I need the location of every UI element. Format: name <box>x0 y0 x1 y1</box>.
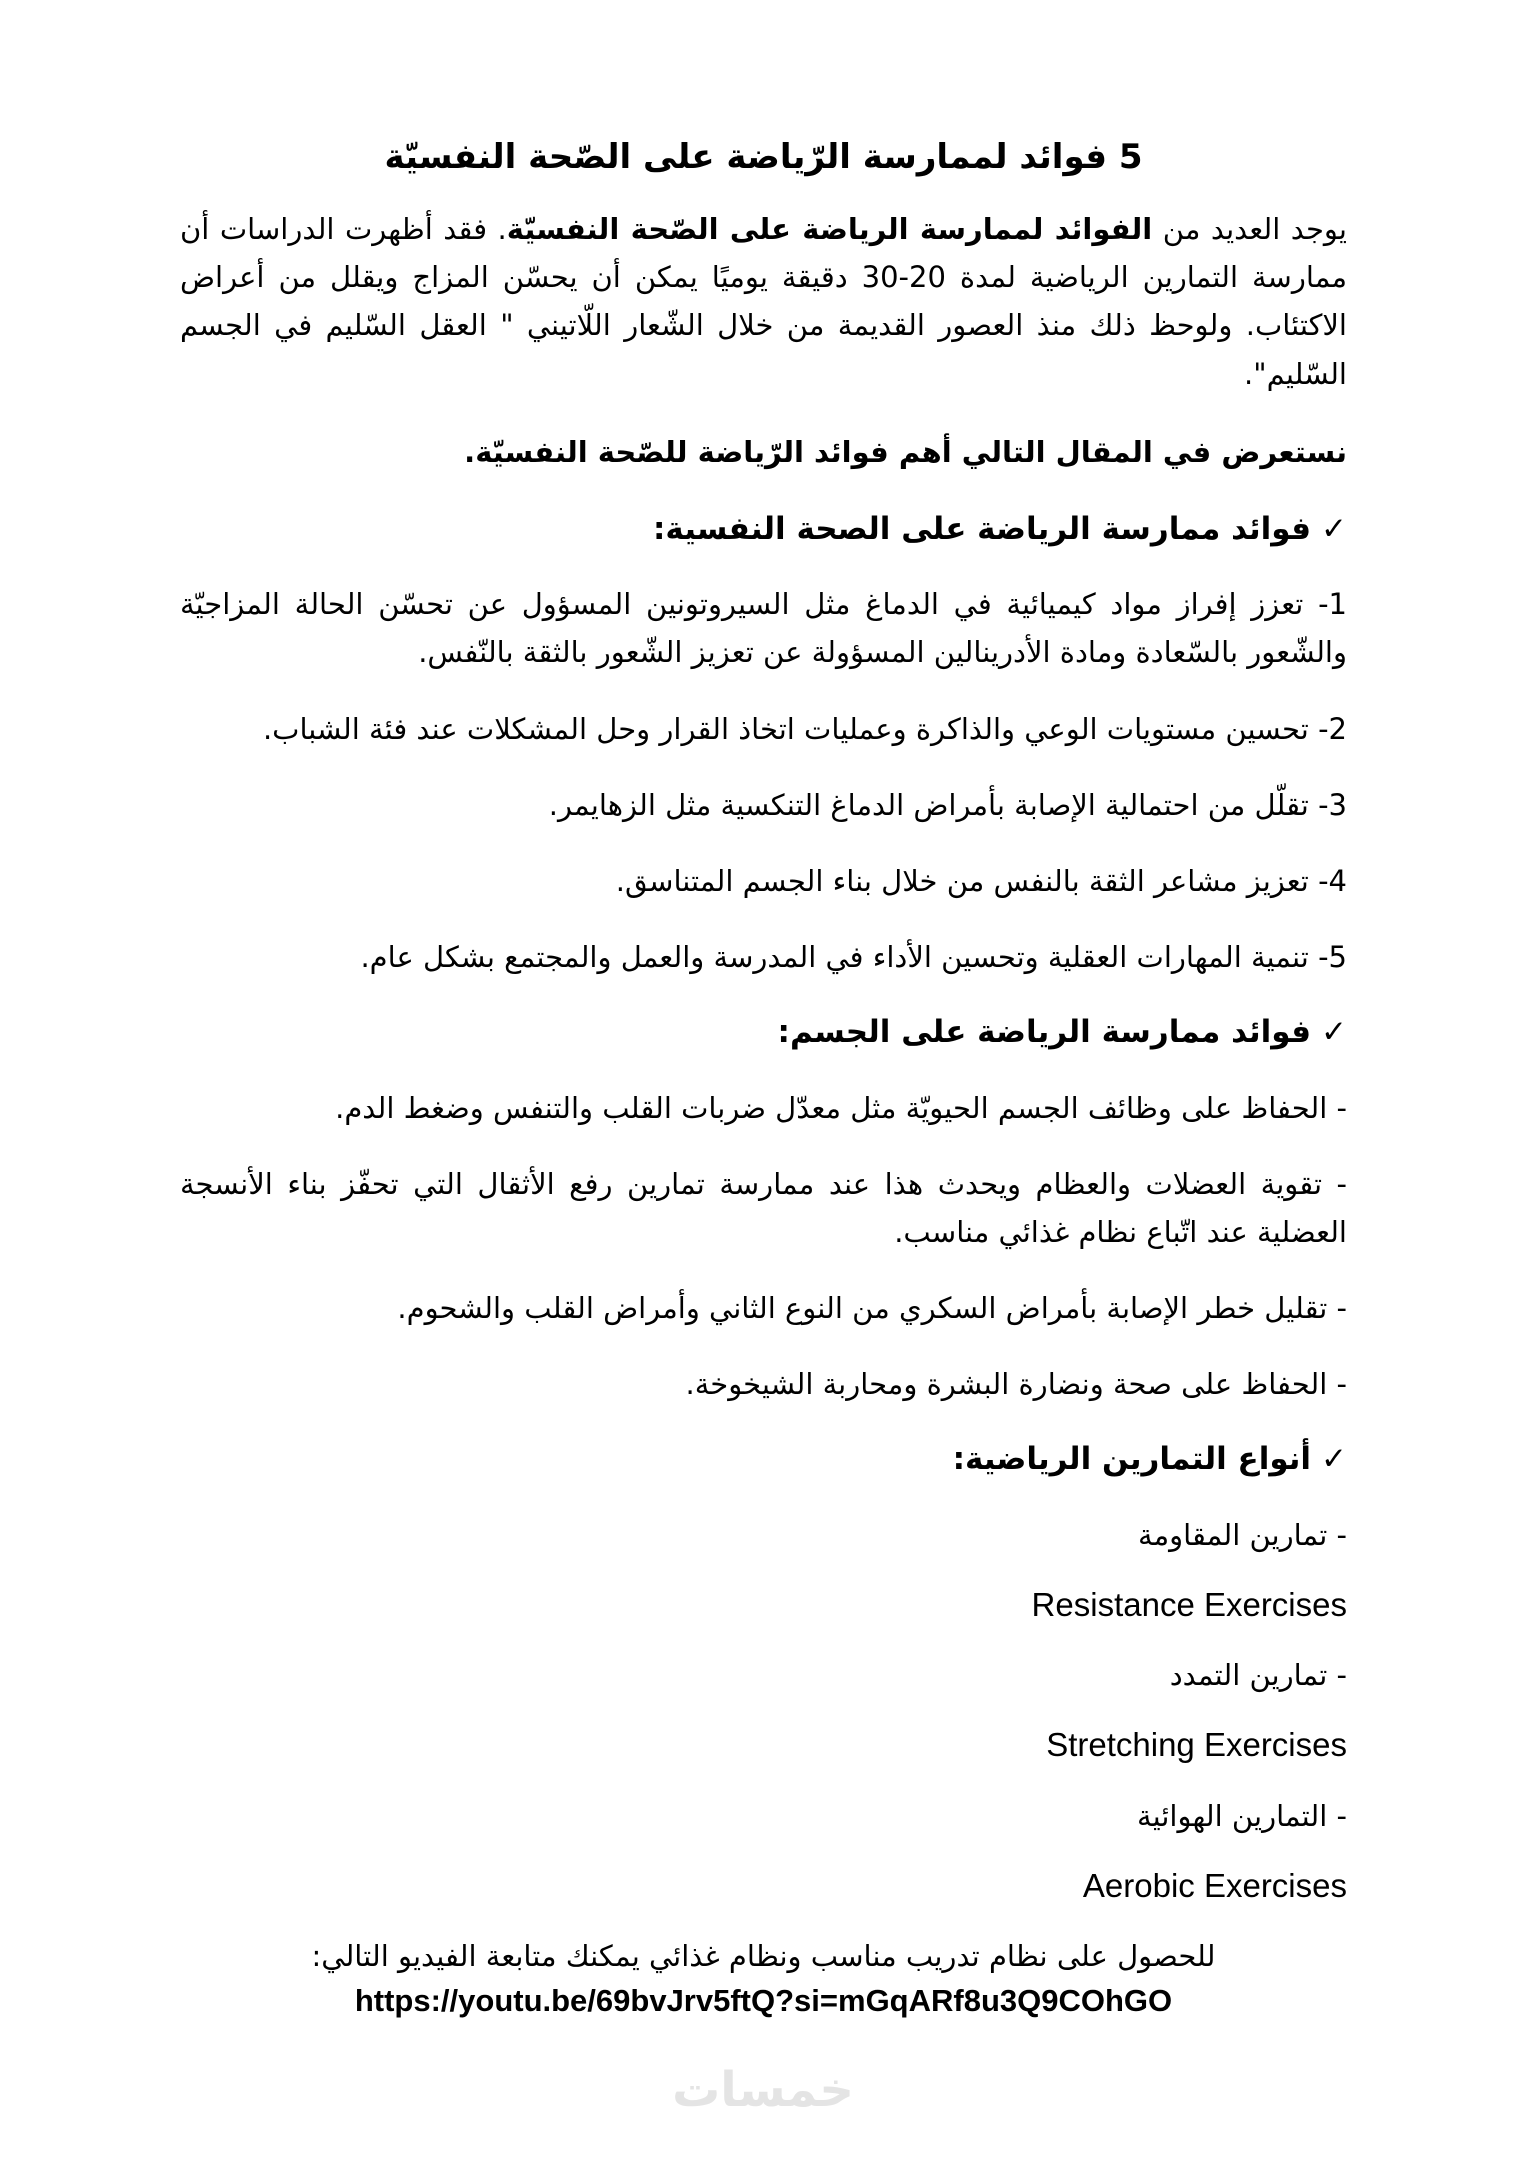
intro-bold-phrase: الفوائد لممارسة الرياضة على الصّحة النفسيّة <box>506 212 1153 247</box>
list-item: - الحفاظ على صحة ونضارة البشرة ومحاربة الشيخوخة. <box>685 1367 1347 1402</box>
exercise-name-ar: - التمارين الهوائية <box>1137 1799 1347 1834</box>
list-item: 4- تعزيز مشاعر الثقة بالنفس من خلال بناء الجسم المتناسق. <box>615 863 1347 898</box>
exercise-name-en: Stretching Exercises <box>1046 1726 1347 1764</box>
list-item: 3- تقلّل من احتمالية الإصابة بأمراض الدماغ التنكسية مثل الزهايمر. <box>548 787 1347 822</box>
section-heading-body <box>180 1009 1347 1056</box>
page-title: 5 فوائد لممارسة الرّياضة على الصّحة النفسيّة <box>384 137 1143 177</box>
list-item: - الحفاظ على وظائف الجسم الحيويّة مثل معدّل ضربات القلب والتنفس وضغط الدم. <box>335 1090 1347 1125</box>
section-heading-text: أنواع التمارين الرياضية: <box>952 1441 1312 1478</box>
section-heading-text: فوائد ممارسة الرياضة على الصحة النفسية: <box>653 510 1312 547</box>
lead-paragraph: نستعرض في المقال التالي أهم فوائد الرّياضة للصّحة النفسيّة. <box>464 434 1347 469</box>
exercise-name-ar: - تمارين التمدد <box>1169 1658 1347 1693</box>
section-heading-exercise-types <box>180 1436 1347 1483</box>
video-cta-text: للحصول على نظام تدريب مناسب ونظام غذائي يمكنك متابعة الفيديو التالي: <box>311 1938 1216 1973</box>
list-item: 5- تنمية المهارات العقلية وتحسين الأداء في المدرسة والعمل والمجتمع بشكل عام. <box>360 939 1347 974</box>
khamsat-watermark: خمسات <box>672 2062 854 2118</box>
check-icon: ✓ <box>1321 510 1347 547</box>
list-item: - تقوية العضلات والعظام ويحدث هذا عند ممارسة تمارين رفع الأثقال التي تحفّز بناء الأنسجة العضلية عند اتّباع نظام غذائي مناسب. <box>180 1166 1347 1249</box>
intro-text-end: . فقد أظهرت الدراسات أن ممارسة التمارين الرياضية لمدة 20-30 دقيقة يوميًا يمكن أن يحسّن المزاج ويقلل من أعراض الاكتئاب. ولوحظ ذلك منذ العصور القديمة من خلال الشّعار اللّاتيني " العقل السّليم في الجسم السّليم". <box>180 212 1347 391</box>
intro-text-start: يوجد العديد من <box>1152 212 1347 247</box>
exercise-name-ar: - تمارين المقاومة <box>1138 1517 1347 1552</box>
check-icon: ✓ <box>1321 1014 1347 1051</box>
exercise-name-en: Resistance Exercises <box>1031 1585 1347 1623</box>
list-item: - تقليل خطر الإصابة بأمراض السكري من النوع الثاني وأمراض القلب والشحوم. <box>397 1290 1347 1325</box>
video-url-link[interactable]: https://youtu.be/69bvJrv5ftQ?si=mGqARf8u3Q9COhGO <box>354 1983 1173 2019</box>
section-heading-mental-health <box>180 506 1347 553</box>
list-item: 2- تحسين مستويات الوعي والذاكرة وعمليات اتخاذ القرار وحل المشكلات عند فئة الشباب. <box>262 711 1347 746</box>
intro-paragraph <box>180 205 1347 398</box>
exercise-name-en: Aerobic Exercises <box>1082 1867 1347 1905</box>
section-heading-text: فوائد ممارسة الرياضة على الجسم: <box>777 1014 1312 1051</box>
list-item: 1- تعزز إفراز مواد كيميائية في الدماغ مثل السيروتونين المسؤول عن تحسّن الحالة المزاجيّة والشّعور بالسّعادة ومادة الأدرينالين المسؤولة عن تعزيز الشّعور بالثقة بالنّفس. <box>180 587 1347 670</box>
check-icon: ✓ <box>1321 1441 1347 1478</box>
